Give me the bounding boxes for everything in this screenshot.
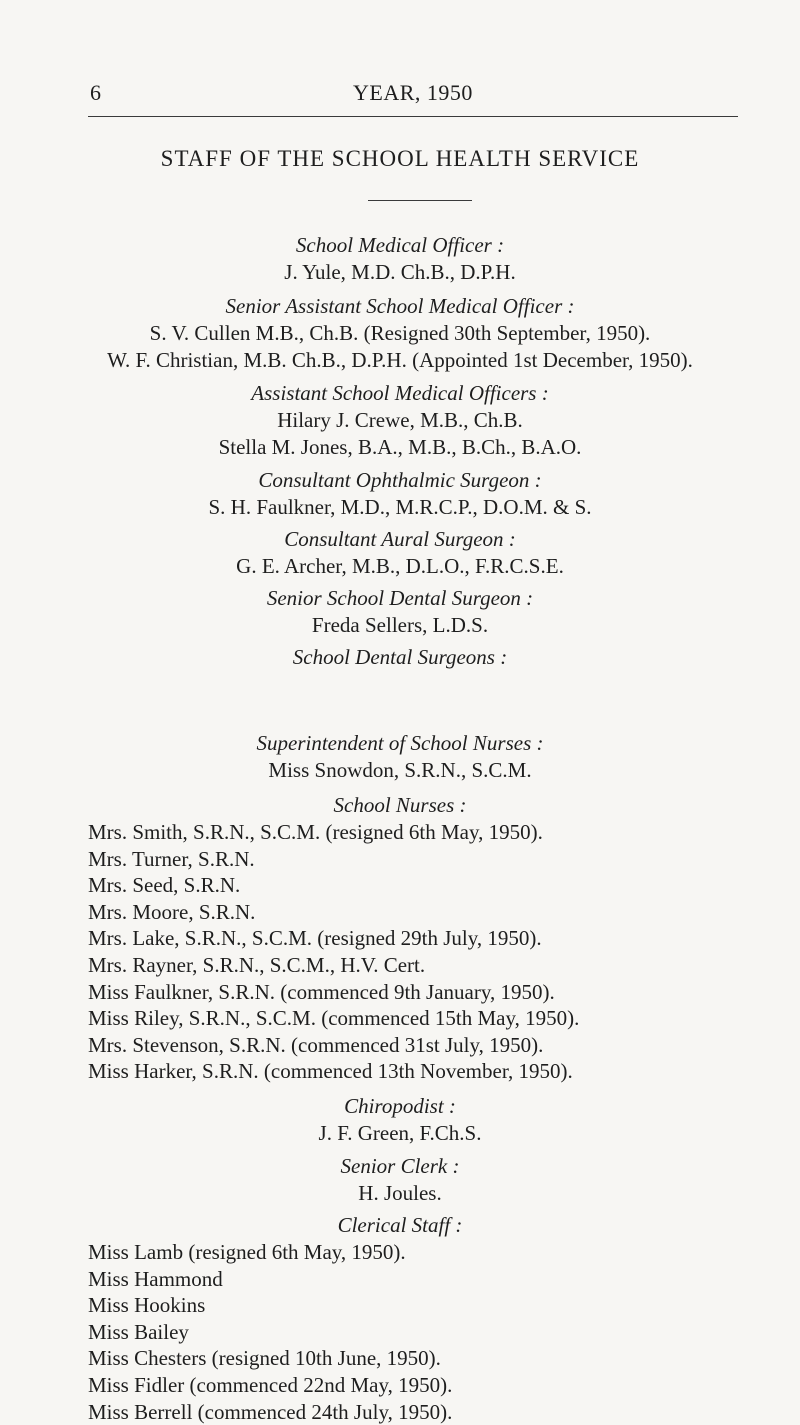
section-chiropodist xyxy=(0,1093,800,1147)
role-heading: School Dental Surgeons : xyxy=(292,645,508,669)
document-title: STAFF OF THE SCHOOL HEALTH SERVICE xyxy=(160,146,640,171)
staff-name: Miss Snowdon, S.R.N., S.C.M. xyxy=(268,758,532,782)
school-nurses-list xyxy=(88,819,579,1085)
title-rule xyxy=(368,200,472,201)
section-senior-assistant xyxy=(0,293,800,374)
staff-name: J. F. Green, F.Ch.S. xyxy=(318,1121,482,1145)
section-assistant-officers xyxy=(0,380,800,461)
staff-name: H. Joules. xyxy=(358,1181,442,1205)
list-item: Mrs. Moore, S.R.N. xyxy=(88,899,256,924)
staff-name: Freda Sellers, L.D.S. xyxy=(311,613,489,637)
role-heading: Senior School Dental Surgeon : xyxy=(266,586,534,610)
list-item: Miss Hookins xyxy=(88,1293,206,1318)
role-heading: Senior Assistant School Medical Officer : xyxy=(225,294,575,318)
role-heading: School Medical Officer : xyxy=(295,233,505,257)
staff-name: S. H. Faulkner, M.D., M.R.C.P., D.O.M. & S. xyxy=(208,495,592,519)
list-item: Mrs. Seed, S.R.N. xyxy=(88,873,241,898)
list-item: Miss Fidler (commenced 22nd May, 1950). xyxy=(88,1372,453,1397)
staff-name: G. E. Archer, M.B., D.L.O., F.R.C.S.E. xyxy=(236,554,564,578)
page-header xyxy=(88,80,738,117)
section-school-medical-officer xyxy=(0,232,800,286)
clerical-staff-heading: Clerical Staff : xyxy=(337,1213,463,1237)
list-item: Miss Hammond xyxy=(88,1266,223,1291)
list-item: Mrs. Lake, S.R.N., S.C.M. (resigned 29th July, 1950). xyxy=(88,926,542,951)
staff-name: S. V. Cullen M.B., Ch.B. (Resigned 30th September, 1950). xyxy=(149,321,651,345)
list-item: Miss Lamb (resigned 6th May, 1950). xyxy=(88,1240,406,1264)
role-heading: Senior Clerk : xyxy=(340,1154,460,1178)
list-item: Miss Berrell (commenced 24th July, 1950). xyxy=(88,1399,453,1424)
section-aural-surgeon xyxy=(0,526,800,580)
school-nurses-heading: School Nurses : xyxy=(333,793,467,817)
list-item: Miss Riley, S.R.N., S.C.M. (commenced 15th May, 1950). xyxy=(88,1006,580,1031)
staff-name: Stella M. Jones, B.A., M.B., B.Ch., B.A.O. xyxy=(218,435,582,459)
section-dental-surgeons xyxy=(0,644,800,671)
running-title: YEAR, 1950 xyxy=(353,80,473,105)
page-number: 6 xyxy=(90,80,101,105)
list-item: Mrs. Smith, S.R.N., S.C.M. (resigned 6th May, 1950). xyxy=(88,820,543,844)
staff-name: J. Yule, M.D. Ch.B., D.P.H. xyxy=(284,260,516,284)
section-ophthalmic-surgeon xyxy=(0,467,800,521)
clerical-staff-list xyxy=(88,1239,452,1425)
section-senior-dental-surgeon xyxy=(0,585,800,639)
role-heading: Chiropodist : xyxy=(344,1094,456,1118)
staff-name: W. F. Christian, M.B. Ch.B., D.P.H. (Appointed 1st December, 1950). xyxy=(107,348,693,372)
list-item: Miss Bailey xyxy=(88,1319,189,1344)
list-item: Mrs. Turner, S.R.N. xyxy=(88,846,255,871)
list-item: Mrs. Stevenson, S.R.N. (commenced 31st July, 1950). xyxy=(88,1032,544,1057)
list-item: Mrs. Rayner, S.R.N., S.C.M., H.V. Cert. xyxy=(88,952,426,977)
role-heading: Superintendent of School Nurses : xyxy=(256,731,544,755)
role-heading: Assistant School Medical Officers : xyxy=(251,381,549,405)
list-item: Miss Faulkner, S.R.N. (commenced 9th January, 1950). xyxy=(88,979,555,1004)
role-heading: Consultant Aural Surgeon : xyxy=(284,527,516,551)
section-superintendent-nurses xyxy=(0,730,800,784)
section-senior-clerk xyxy=(0,1153,800,1207)
staff-name: Hilary J. Crewe, M.B., Ch.B. xyxy=(277,408,523,432)
list-item: Miss Chesters (resigned 10th June, 1950). xyxy=(88,1346,441,1371)
list-item: Miss Harker, S.R.N. (commenced 13th November, 1950). xyxy=(88,1059,573,1084)
role-heading: Consultant Ophthalmic Surgeon : xyxy=(258,468,542,492)
